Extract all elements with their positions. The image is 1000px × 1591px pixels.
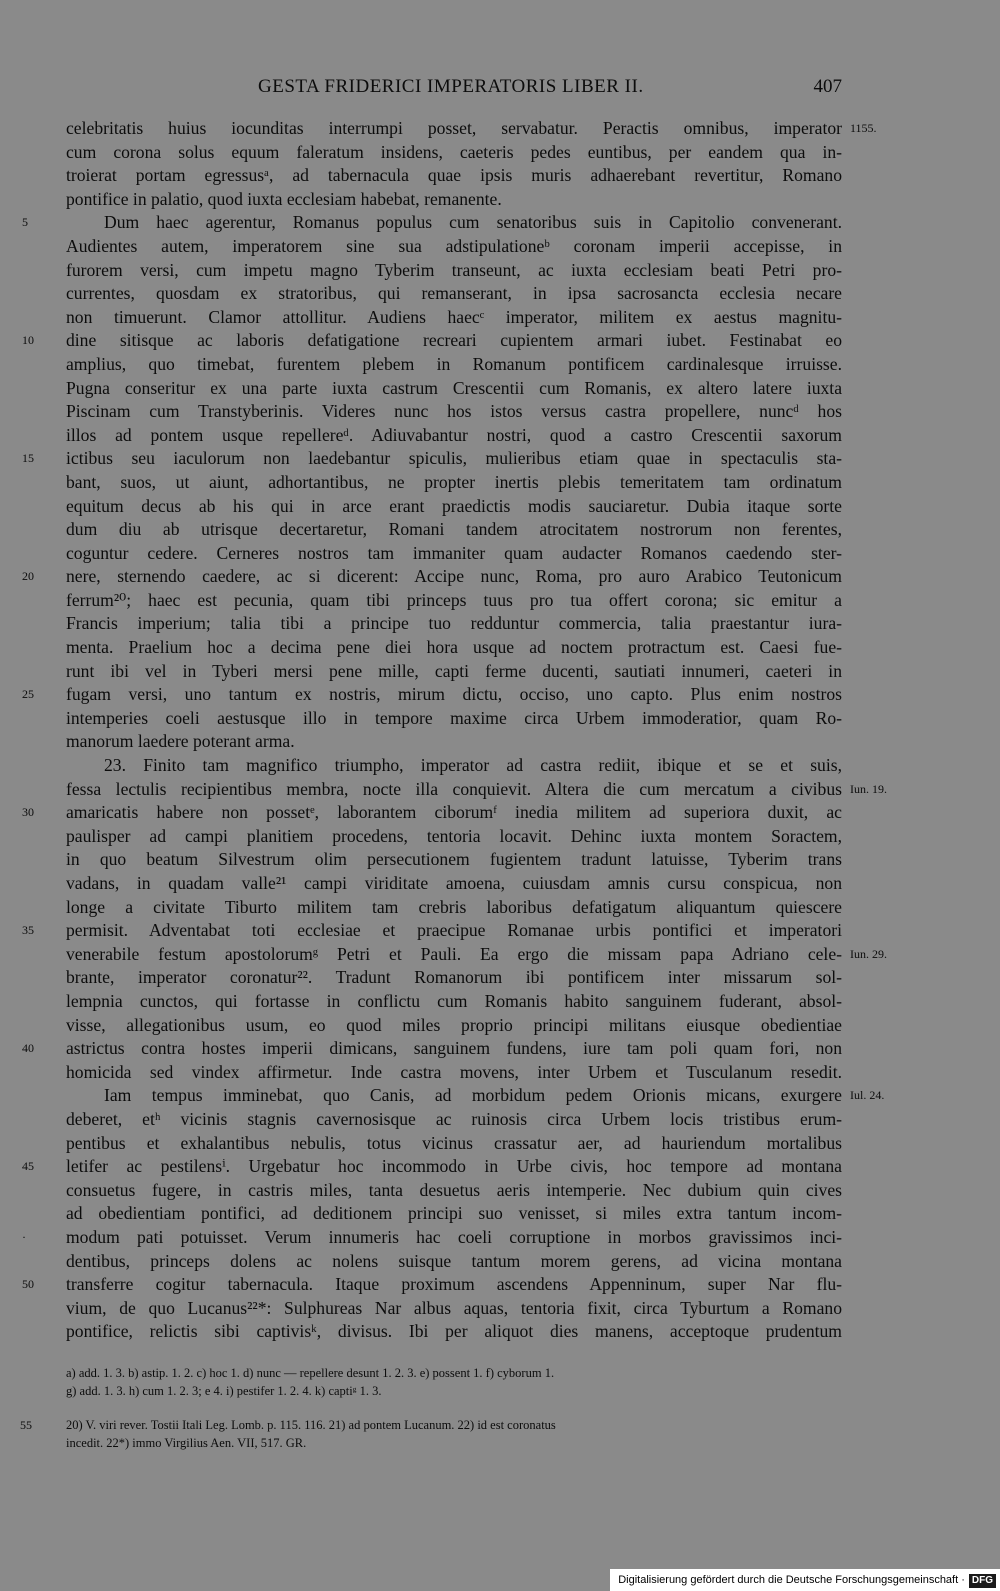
text-line <box>66 1320 844 1344</box>
line-text: pontifice, relictis sibi captivisᵏ, divisus. Ibi per aliquot dies manens, acceptoque prudentum <box>66 1321 842 1342</box>
text-line <box>66 117 877 141</box>
line-text: deberet, etʰ vicinis stagnis cavernosisque ac ruinosis circa Urbem locis tristibus erum- <box>66 1108 842 1129</box>
line-number: 15 <box>22 451 34 466</box>
line-text: paulisper ad campi planitiem procedens, tentoria locavit. Dehinc iuxta montem Soractem, <box>66 825 842 846</box>
commentary-note-line: 55 20) V. viri rever. Tostii Itali Leg. Lomb. p. 115. 116. 21) ad pontem Lucanum. 22) id est coronatus <box>66 1417 842 1435</box>
line-text: dine sitisque ac laboris defatigatione recreari cupientem armari iubet. Festinabat eo <box>66 330 842 351</box>
line-number: 45 <box>22 1159 34 1174</box>
text-line <box>66 778 887 802</box>
line-text: non timuerunt. Clamor attollitur. Audiens haecᶜ imperator, militem ex aestus magnitu- <box>66 306 842 327</box>
line-text: letifer ac pestilensⁱ. Urgebatur hoc incommodo in Urbe civis, hoc tempore ad montana <box>66 1156 842 1177</box>
line-number: 5 <box>22 215 28 230</box>
line-text: dum diu ab utrisque decertaretur, Romani tandem atrocitatem nostrorum non ferentes, <box>66 519 842 540</box>
line-text: ad obedientiam pontifici, ad deditionem principi suo venisset, si miles extra tantum incom- <box>66 1203 842 1224</box>
line-text: visse, allegationibus usum, eo quod miles proprio principi militans eiusque obedientiae <box>66 1014 842 1035</box>
line-number: 55 <box>20 1418 32 1432</box>
text-line <box>22 211 844 235</box>
running-title: GESTA FRIDERICI IMPERATORIS LIBER II. <box>258 76 644 97</box>
margin-date: Iun. 29. <box>850 946 887 961</box>
text-line <box>66 707 844 731</box>
dfg-logo: DFG <box>969 1574 996 1588</box>
text-line <box>66 636 844 660</box>
text-line <box>22 1037 844 1061</box>
text-line <box>22 1155 844 1179</box>
text-line <box>66 518 844 542</box>
line-text: Dum haec agerentur, Romanus populus cum senatoribus suis in Capitolio convenerant. <box>104 212 842 233</box>
line-text: vium, de quo Lucanus²²*: Sulphureas Nar albus aquas, tentoria fixit, circa Tyburtum a Romano <box>66 1297 842 1318</box>
line-number: 40 <box>22 1041 34 1056</box>
footnotes <box>20 1365 842 1452</box>
margin-date: Iul. 24. <box>850 1088 885 1103</box>
text-line <box>66 188 844 212</box>
line-text: transferre cogitur tabernacula. Itaque proximum ascendens Appenninum, super Nar flu- <box>66 1274 842 1295</box>
text-line <box>66 1014 844 1038</box>
text-line <box>66 353 844 377</box>
line-text: permisit. Adventabat toti ecclesiae et praecipue Romanae urbis pontifici et imperatori <box>66 920 842 941</box>
running-header <box>66 76 842 104</box>
text-line <box>66 896 844 920</box>
line-number: 20 <box>22 569 34 584</box>
text-line <box>66 235 844 259</box>
line-text: amplius, quo timebat, furentem plebem in Romanum pontificem cardinalesque irruisse. <box>66 353 842 374</box>
page-number: 407 <box>813 76 842 97</box>
line-text: intemperies coeli aestusque illo in tempore maxime circa Urbem immoderatior, quam Ro- <box>66 707 842 728</box>
text-line <box>66 1132 844 1156</box>
line-text: nere, sternendo caedere, ac si dicerent: Accipe nunc, Roma, pro auro Arabico Teutonicum <box>66 566 842 587</box>
variant-note-line: g) add. 1. 3. h) cum 1. 2. 3; e 4. i) pestifer 1. 2. 4. k) captiᵍ 1. 3. <box>66 1383 382 1398</box>
line-text: venerabile festum apostolorumᵍ Petri et Pauli. Ea ergo die missam papa Adriano cele- <box>66 943 842 964</box>
text-line <box>66 282 844 306</box>
line-text: coguntur cedere. Cerneres nostros tam immaniter quam audacter Romanos caedendo ster- <box>66 542 842 563</box>
credit-text: Digitalisierung gefördert durch die Deutsche Forschungsgemeinschaft · <box>618 1574 965 1586</box>
text-line <box>66 966 844 990</box>
line-text: dentibus, princeps dolens ac nolens suisque tantum morem gerens, ad vicina montana <box>66 1250 842 1271</box>
text-line <box>66 1084 885 1108</box>
line-text: bant, suos, ut aiunt, adhortantibus, ne propter inertis plebis temeritatem tam ordinatum <box>66 471 842 492</box>
line-number: · <box>22 1229 26 1244</box>
line-text: fugam versi, uno tantum ex nostris, mirum dictu, occiso, uno capto. Plus enim nostros <box>66 684 842 705</box>
text-line <box>22 447 844 471</box>
line-text: vadans, in quadam valle²¹ campi viriditate amoena, cuiusdam amnis cursu conspicua, non <box>66 873 842 893</box>
line-text: Piscinam cum Transtyberinis. Videres nunc hos istos versus castra propellere, nuncᵈ hos <box>66 401 842 422</box>
variant-note-line: a) add. 1. 3. b) astip. 1. 2. c) hoc 1. d) nunc — repellere desunt 1. 2. 3. e) possent 1. f) cyborum 1. <box>66 1366 555 1380</box>
text-line <box>66 990 844 1014</box>
line-text: Pugna conseritur ex una parte iuxta castrum Crescentii cum Romanis, ex altero latere iuxta <box>66 377 842 398</box>
line-text: modum pati potuisset. Verum innumeris hac coeli corruptione in morbos gravissimos inci- <box>66 1226 842 1247</box>
line-text: pontifice in palatio, quod iuxta ecclesiam habebat, remanente. <box>66 188 502 209</box>
text-line <box>66 259 844 283</box>
line-text: troierat portam egressusᵃ, ad tabernacula quae ipsis muris adhaerebant revertitur, Romano <box>66 165 842 186</box>
line-text: ictibus seu iaculorum non laedebantur spiculis, mulieribus etiam quae in spectaculis sta- <box>66 448 842 469</box>
line-number: 30 <box>22 805 34 820</box>
text-line <box>22 1226 844 1250</box>
line-text: manorum laedere poterant arma. <box>66 731 295 752</box>
text-line <box>66 730 844 754</box>
text-line <box>66 424 844 448</box>
text-line <box>66 400 844 424</box>
line-text: runt ibi vel in Tyberi mersi pene mille, capti ferme ducenti, sautiati innumeri, caeteri in <box>66 660 842 681</box>
line-text: cum corona solus equum faleratum insidens, caeteris pedes euntibus, per eandem qua in- <box>66 141 842 162</box>
line-text: fessa lectulis recipientibus membra, nocte illa conquievit. Altera die cum mercatum a civibus <box>66 778 842 799</box>
line-number: 10 <box>22 333 34 348</box>
margin-date: 1155. <box>850 121 877 135</box>
line-text: lempnia cunctos, qui fortasse in conflictu cum Romanis habito sanguinem fuderant, absol- <box>66 990 842 1011</box>
text-line <box>66 1061 844 1085</box>
text-line <box>22 565 844 589</box>
text-line <box>66 306 844 330</box>
text-line <box>66 1202 844 1226</box>
line-number: 35 <box>22 923 34 938</box>
text-line <box>66 1297 844 1321</box>
text-line <box>66 495 844 519</box>
text-line <box>66 1108 844 1132</box>
line-text: pentibus et exhalantibus nebulis, totus vicinus crassatur aer, ad hauriendum mortalibus <box>66 1132 842 1153</box>
text-line <box>66 848 844 872</box>
text-line <box>22 801 844 825</box>
line-number: 50 <box>22 1277 34 1292</box>
line-text: equitum decus ab his qui in arce erant praedictis modis sauciaretur. Dubia itaque sorte <box>66 495 842 516</box>
text-line <box>22 919 844 943</box>
text-line <box>66 943 887 967</box>
body-text <box>22 117 887 1344</box>
text-line <box>66 164 844 188</box>
commentary-note-line: incedit. 22*) immo Virgilius Aen. VII, 517. GR. <box>66 1435 307 1450</box>
line-text: currentes, quosdam ex stratoribus, qui remanserant, in ipsa sacrosancta ecclesia necare <box>66 283 842 304</box>
line-text: in quo beatum Silvestrum olim persecutionem fugientem tradunt latuisse, Tyberim trans <box>66 849 842 870</box>
line-text: Francis imperium; talia tibi a principe tuo redduntur commercia, talia praestantur iura- <box>66 613 842 634</box>
digitization-credit <box>610 1569 1000 1591</box>
line-text: ferrum²⁰; haec est pecunia, quam tibi princeps tuus pro tua offert corona; sic emitur a <box>66 589 842 610</box>
line-text: amaricatis habere non possetᵉ, laborantem ciborumᶠ inedia militem ad superiora duxit, ac <box>66 802 842 823</box>
text-line <box>66 471 844 495</box>
line-text: astrictus contra hostes imperii dimicans, sanguinem fundens, iure tam poli quam fori, non <box>66 1038 842 1059</box>
text-line <box>66 754 844 778</box>
line-text: furorem versi, cum impetu magno Tyberim transeunt, ac iuxta ecclesiam beati Petri pro- <box>66 259 842 280</box>
line-text: consuetus fugere, in castris miles, tanta desuetus aeris intemperie. Nec dubium quin cives <box>66 1179 842 1200</box>
text-line <box>66 141 844 165</box>
line-text: brante, imperator coronatur²². Tradunt Romanorum ibi pontificem inter missarum sol- <box>66 967 842 988</box>
line-text: illos ad pontem usque repellereᵈ. Adiuvabantur nostri, quod a castro Crescentii saxorum <box>66 424 842 445</box>
text-line <box>66 1250 844 1274</box>
line-text: 23. Finito tam magnifico triumpho, imperator ad castra rediit, ibique et se et suis, <box>104 755 842 776</box>
text-line <box>22 329 844 353</box>
line-text: celebritatis huius iocunditas interrumpi posset, servabatur. Peractis omnibus, imperator <box>66 118 842 138</box>
text-line <box>66 612 844 636</box>
line-text: Iam tempus imminebat, quo Canis, ad morbidum pedem Orionis micans, exurgere <box>104 1085 842 1106</box>
text-line <box>66 1179 844 1203</box>
margin-date: Iun. 19. <box>850 781 887 796</box>
line-text: menta. Praelium hoc a decima pene diei hora usque ad noctem protractum est. Caesi fue- <box>66 637 842 658</box>
line-text: Audientes autem, imperatorem sine sua adstipulationeᵇ coronam imperii accepisse, in <box>66 235 842 256</box>
line-number: 25 <box>22 687 34 702</box>
text-line <box>66 589 844 613</box>
text-line <box>22 1273 844 1297</box>
text-line <box>66 660 844 684</box>
line-text: homicida sed vindex affirmetur. Inde castra movens, inter Urbem et Tusculanum resedit. <box>66 1061 842 1082</box>
line-text: longe a civitate Tiburto militem tam crebris laboribus defatigatum aliquantum quiescere <box>66 896 842 917</box>
text-line <box>66 872 844 896</box>
text-line <box>66 542 844 566</box>
text-line <box>66 825 844 849</box>
text-line <box>22 683 844 707</box>
text-line <box>66 377 844 401</box>
